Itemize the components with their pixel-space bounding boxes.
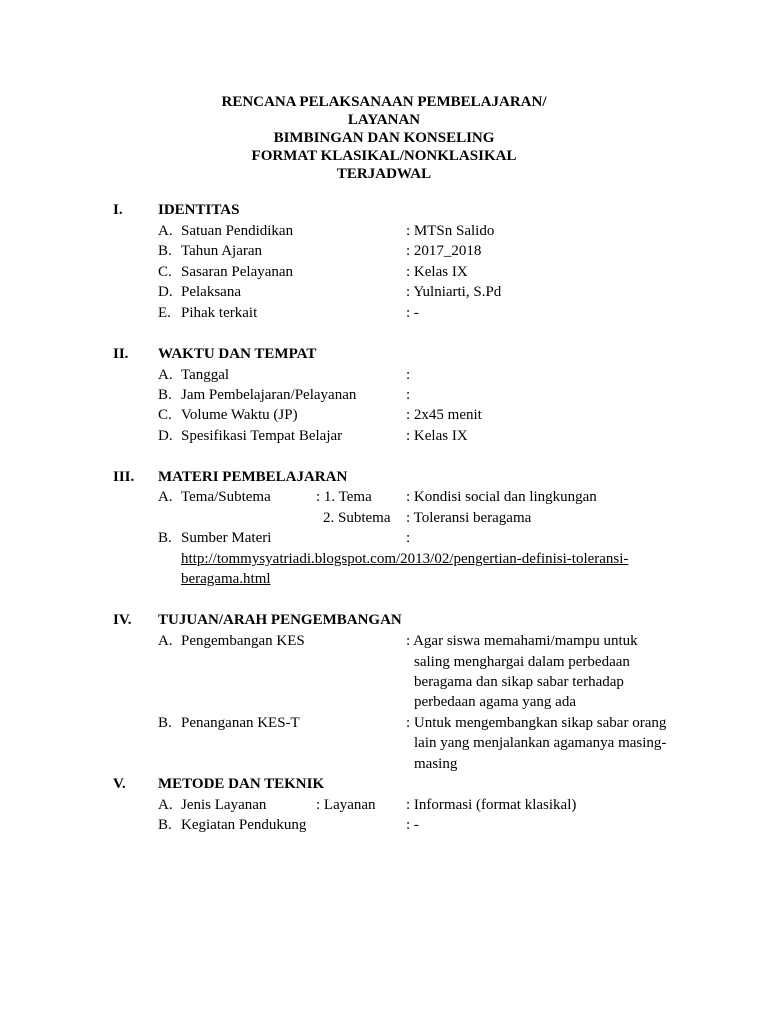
section-2-number: II. bbox=[113, 346, 129, 362]
s2-row-c-letter: C. bbox=[158, 407, 172, 423]
s5-row-b-value: : - bbox=[406, 817, 419, 833]
s1-row-c-value: : Kelas IX bbox=[406, 264, 468, 280]
title-line-3: BIMBINGAN DAN KONSELING bbox=[273, 130, 495, 146]
s5-row-a-sub: : Layanan bbox=[316, 797, 376, 813]
s1-row-d-label: Pelaksana bbox=[181, 284, 241, 300]
s5-row-b-label: Kegiatan Pendukung bbox=[181, 817, 307, 833]
s2-row-a-letter: A. bbox=[158, 367, 173, 383]
s4-row-b-value-line-3: masing bbox=[414, 756, 458, 772]
section-5-heading: METODE DAN TEKNIK bbox=[158, 776, 325, 792]
s2-row-b-value: : bbox=[406, 387, 411, 403]
s2-row-d-label: Spesifikasi Tempat Belajar bbox=[181, 428, 343, 444]
s2-row-b-label: Jam Pembelajaran/Pelayanan bbox=[181, 387, 357, 403]
s3-row-a-label: Tema/Subtema bbox=[181, 489, 271, 505]
s1-row-a-label: Satuan Pendidikan bbox=[181, 223, 294, 239]
s1-row-d-value: : Yulniarti, S.Pd bbox=[406, 284, 502, 300]
s2-row-c-value: : 2x45 menit bbox=[406, 407, 482, 423]
title-line-2: LAYANAN bbox=[347, 112, 421, 128]
s4-row-a-value-line-2: saling menghargai dalam perbedaan bbox=[414, 654, 630, 670]
s1-row-b-value: : 2017_2018 bbox=[406, 243, 482, 259]
s1-row-d-letter: D. bbox=[158, 284, 173, 300]
s2-row-a-value: : bbox=[406, 367, 411, 383]
s2-row-a-label: Tanggal bbox=[181, 367, 230, 383]
s1-row-e-label: Pihak terkait bbox=[181, 305, 258, 321]
section-4-heading: TUJUAN/ARAH PENGEMBANGAN bbox=[158, 612, 402, 628]
source-link-line-2[interactable]: beragama.html bbox=[181, 571, 271, 587]
s1-row-e-letter: E. bbox=[158, 305, 171, 321]
s3-row-a-letter: A. bbox=[158, 489, 173, 505]
s1-row-b-letter: B. bbox=[158, 243, 172, 259]
s4-row-a-value-line-4: perbedaan agama yang ada bbox=[414, 694, 576, 710]
s4-row-b-value-line-1: : Untuk mengembangkan sikap sabar orang bbox=[406, 715, 667, 731]
s2-row-d-value: : Kelas IX bbox=[406, 428, 468, 444]
s2-row-c-label: Volume Waktu (JP) bbox=[181, 407, 298, 423]
s4-row-b-value-line-2: lain yang menjalankan agamanya masing- bbox=[414, 735, 667, 751]
s4-row-a-value-line-3: beragama dan sikap sabar terhadap bbox=[414, 674, 624, 690]
section-3-heading: MATERI PEMBELAJARAN bbox=[158, 469, 348, 485]
s4-row-a-label: Pengembangan KES bbox=[181, 633, 305, 649]
s3-row-b-label: Sumber Materi bbox=[181, 530, 272, 546]
s4-row-a-letter: A. bbox=[158, 633, 173, 649]
s3-row-b-value: : bbox=[406, 530, 411, 546]
s4-row-b-label: Penanganan KES-T bbox=[181, 715, 300, 731]
s5-row-a-value: : Informasi (format klasikal) bbox=[406, 797, 577, 813]
section-3-number: III. bbox=[113, 469, 135, 485]
s1-row-c-letter: C. bbox=[158, 264, 172, 280]
s1-row-a-letter: A. bbox=[158, 223, 173, 239]
s1-row-a-value: : MTSn Salido bbox=[406, 223, 495, 239]
section-5-number: V. bbox=[113, 776, 126, 792]
section-1-number: I. bbox=[113, 202, 123, 218]
s2-row-b-letter: B. bbox=[158, 387, 172, 403]
s5-row-b-letter: B. bbox=[158, 817, 172, 833]
s1-row-e-value: : - bbox=[406, 305, 419, 321]
s2-row-d-letter: D. bbox=[158, 428, 173, 444]
section-2-heading: WAKTU DAN TEMPAT bbox=[158, 346, 317, 362]
s5-row-a-label: Jenis Layanan bbox=[181, 797, 267, 813]
title-line-1: RENCANA PELAKSANAAN PEMBELAJARAN/ bbox=[221, 94, 547, 110]
s1-row-c-label: Sasaran Pelayanan bbox=[181, 264, 294, 280]
title-line-4: FORMAT KLASIKAL/NONKLASIKAL bbox=[251, 148, 517, 164]
section-4-number: IV. bbox=[113, 612, 132, 628]
s1-row-b-label: Tahun Ajaran bbox=[181, 243, 263, 259]
s5-row-a-letter: A. bbox=[158, 797, 173, 813]
s3-row-b-letter: B. bbox=[158, 530, 172, 546]
s3-tema-label: : 1. Tema bbox=[316, 489, 372, 505]
title-line-5: TERJADWAL bbox=[336, 166, 432, 182]
s4-row-b-letter: B. bbox=[158, 715, 172, 731]
section-1-heading: IDENTITAS bbox=[158, 202, 240, 218]
s3-subtema-label: 2. Subtema bbox=[323, 510, 391, 526]
s4-row-a-value-line-1: : Agar siswa memahami/mampu untuk bbox=[406, 633, 638, 649]
s3-tema-value: : Kondisi social dan lingkungan bbox=[406, 489, 597, 505]
s3-subtema-value: : Toleransi beragama bbox=[406, 510, 532, 526]
source-link-line-1[interactable]: http://tommysyatriadi.blogspot.com/2013/02/pengertian-definisi-toleransi- bbox=[181, 551, 629, 567]
